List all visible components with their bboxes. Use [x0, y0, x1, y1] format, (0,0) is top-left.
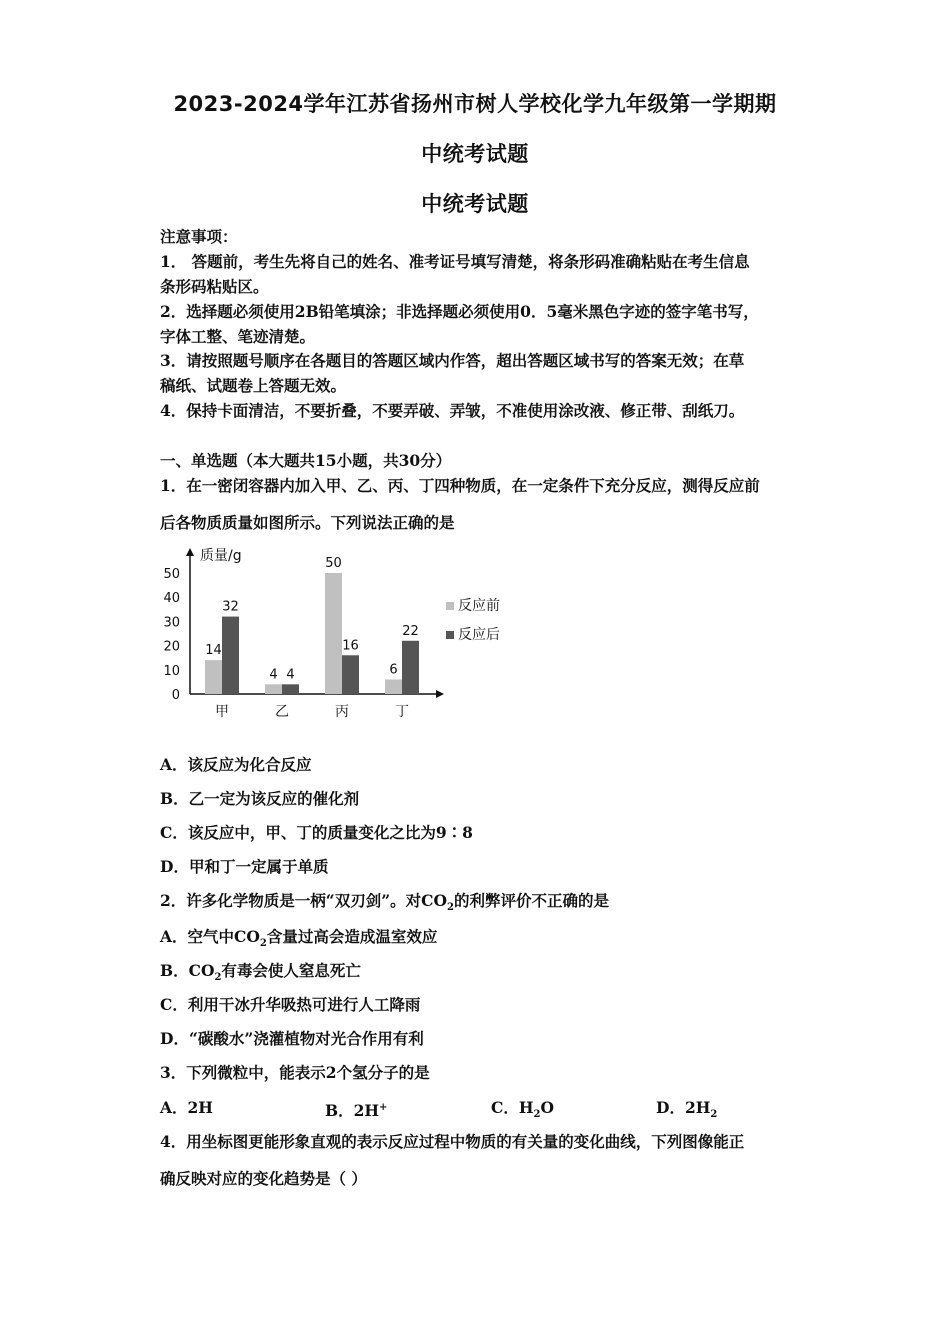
page-subtitle: 中统考试题: [421, 192, 529, 216]
notice-line: 稿纸、试题卷上答题无效。: [160, 376, 347, 395]
data-label: 14: [205, 643, 222, 659]
data-label: 50: [325, 556, 342, 571]
page-title-line2: 中统考试题: [421, 142, 529, 166]
q2-option-d: D．“碳酸水”浇灌植物对光合作用有利: [160, 1029, 424, 1048]
y-axis-arrow: [186, 548, 194, 556]
q3-option-a: A．2H: [160, 1098, 213, 1117]
q4-stem: 4．用坐标图更能形象直观的表示反应过程中物质的有关量的变化曲线，下列图像能正: [160, 1132, 745, 1151]
q1-stem: 1．在一密闭容器内加入甲、乙、丙、丁四种物质，在一定条件下充分反应，测得反应前: [160, 476, 760, 495]
q3-option-c: C．$H_2O$: [491, 1098, 554, 1121]
notice-line: 条形码粘贴区。: [160, 277, 269, 296]
data-label: 22: [402, 623, 419, 639]
notice-line: 1． 答题前，考生先将自己的姓名、准考证号填写清楚，将条形码准确粘贴在考生信息: [160, 252, 750, 271]
category-label: 丙: [335, 704, 349, 720]
y-tick-label: 30: [163, 615, 180, 631]
q2-option-c: C．利用干冰升华吸热可进行人工降雨: [160, 995, 421, 1014]
page-title: 2023-2024学年江苏省扬州市树人学校化学九年级第一学期期: [173, 92, 777, 116]
q2-option-a: A．空气中$CO_2$含量过高会造成温室效应: [160, 927, 438, 950]
q1-option-c: C．该反应中，甲、丁的质量变化之比为9∶8: [160, 823, 473, 842]
q4-stem-cont: 确反映对应的变化趋势是（ ）: [160, 1169, 367, 1188]
y-tick-label: 20: [163, 639, 180, 655]
legend-label: 反应后: [458, 627, 500, 643]
q1-option-b: B．乙一定为该反应的催化剂: [160, 789, 360, 808]
q3-option-b: B．2H+: [325, 1101, 388, 1121]
q2-stem: 2．许多化学物质是一柄“双刃剑”。对$CO_2$的利弊评价不正确的是: [160, 891, 609, 914]
data-label: 4: [269, 667, 278, 683]
y-tick-label: 10: [163, 663, 180, 679]
notice-line: 4．保持卡面清洁，不要折叠，不要弄破、弄皱，不准使用涂改液、修正带、刮纸刀。: [160, 401, 745, 420]
data-label: 6: [389, 662, 398, 678]
y-tick-label: 50: [163, 567, 180, 582]
y-tick-label: 0: [171, 688, 180, 703]
bar: [205, 660, 222, 694]
bar: [342, 655, 359, 694]
q1-stem-cont: 后各物质质量如图所示。下列说法正确的是: [160, 513, 455, 532]
category-label: 丁: [395, 704, 409, 720]
q1-bar-chart: [160, 540, 520, 730]
data-label: 4: [286, 667, 295, 683]
bar: [265, 684, 282, 694]
q3-option-d: D．$2H_2$: [656, 1098, 718, 1121]
notice-heading: 注意事项：: [160, 227, 238, 246]
category-label: 乙: [275, 704, 289, 720]
q2-option-b: B．$CO_2$有毒会使人窒息死亡: [160, 961, 361, 984]
y-axis-label: 质量/g: [200, 548, 242, 564]
section-heading: 一、单选题（本大题共15小题，共30分）: [160, 451, 452, 470]
legend-label: 反应前: [458, 598, 500, 614]
x-axis-arrow: [436, 690, 444, 698]
notice-line: 3．请按照题号顺序在各题目的答题区域内作答，超出答题区域书写的答案无效；在草: [160, 351, 745, 370]
notice-line: 字体工整、笔迹清楚。: [160, 327, 316, 346]
legend-swatch: [446, 602, 454, 610]
q1-option-d: D．甲和丁一定属于单质: [160, 857, 329, 876]
q3-options: [160, 1097, 800, 1119]
bar: [222, 617, 239, 694]
data-label: 32: [222, 599, 239, 615]
q3-stem: 3．下列微粒中，能表示2个氢分子的是: [160, 1063, 430, 1082]
notice-line: 2．选择题必须使用2B铅笔填涂；非选择题必须使用0．5毫米黑色字迹的签字笔书写，: [160, 302, 759, 321]
bar: [282, 684, 299, 694]
legend-swatch: [446, 631, 454, 639]
y-tick-label: 40: [163, 591, 180, 607]
data-label: 16: [342, 638, 359, 654]
bar: [325, 573, 342, 694]
bar: [402, 641, 419, 694]
bar: [385, 679, 402, 694]
category-label: 甲: [215, 704, 229, 720]
q1-option-a: A．该反应为化合反应: [160, 755, 312, 774]
